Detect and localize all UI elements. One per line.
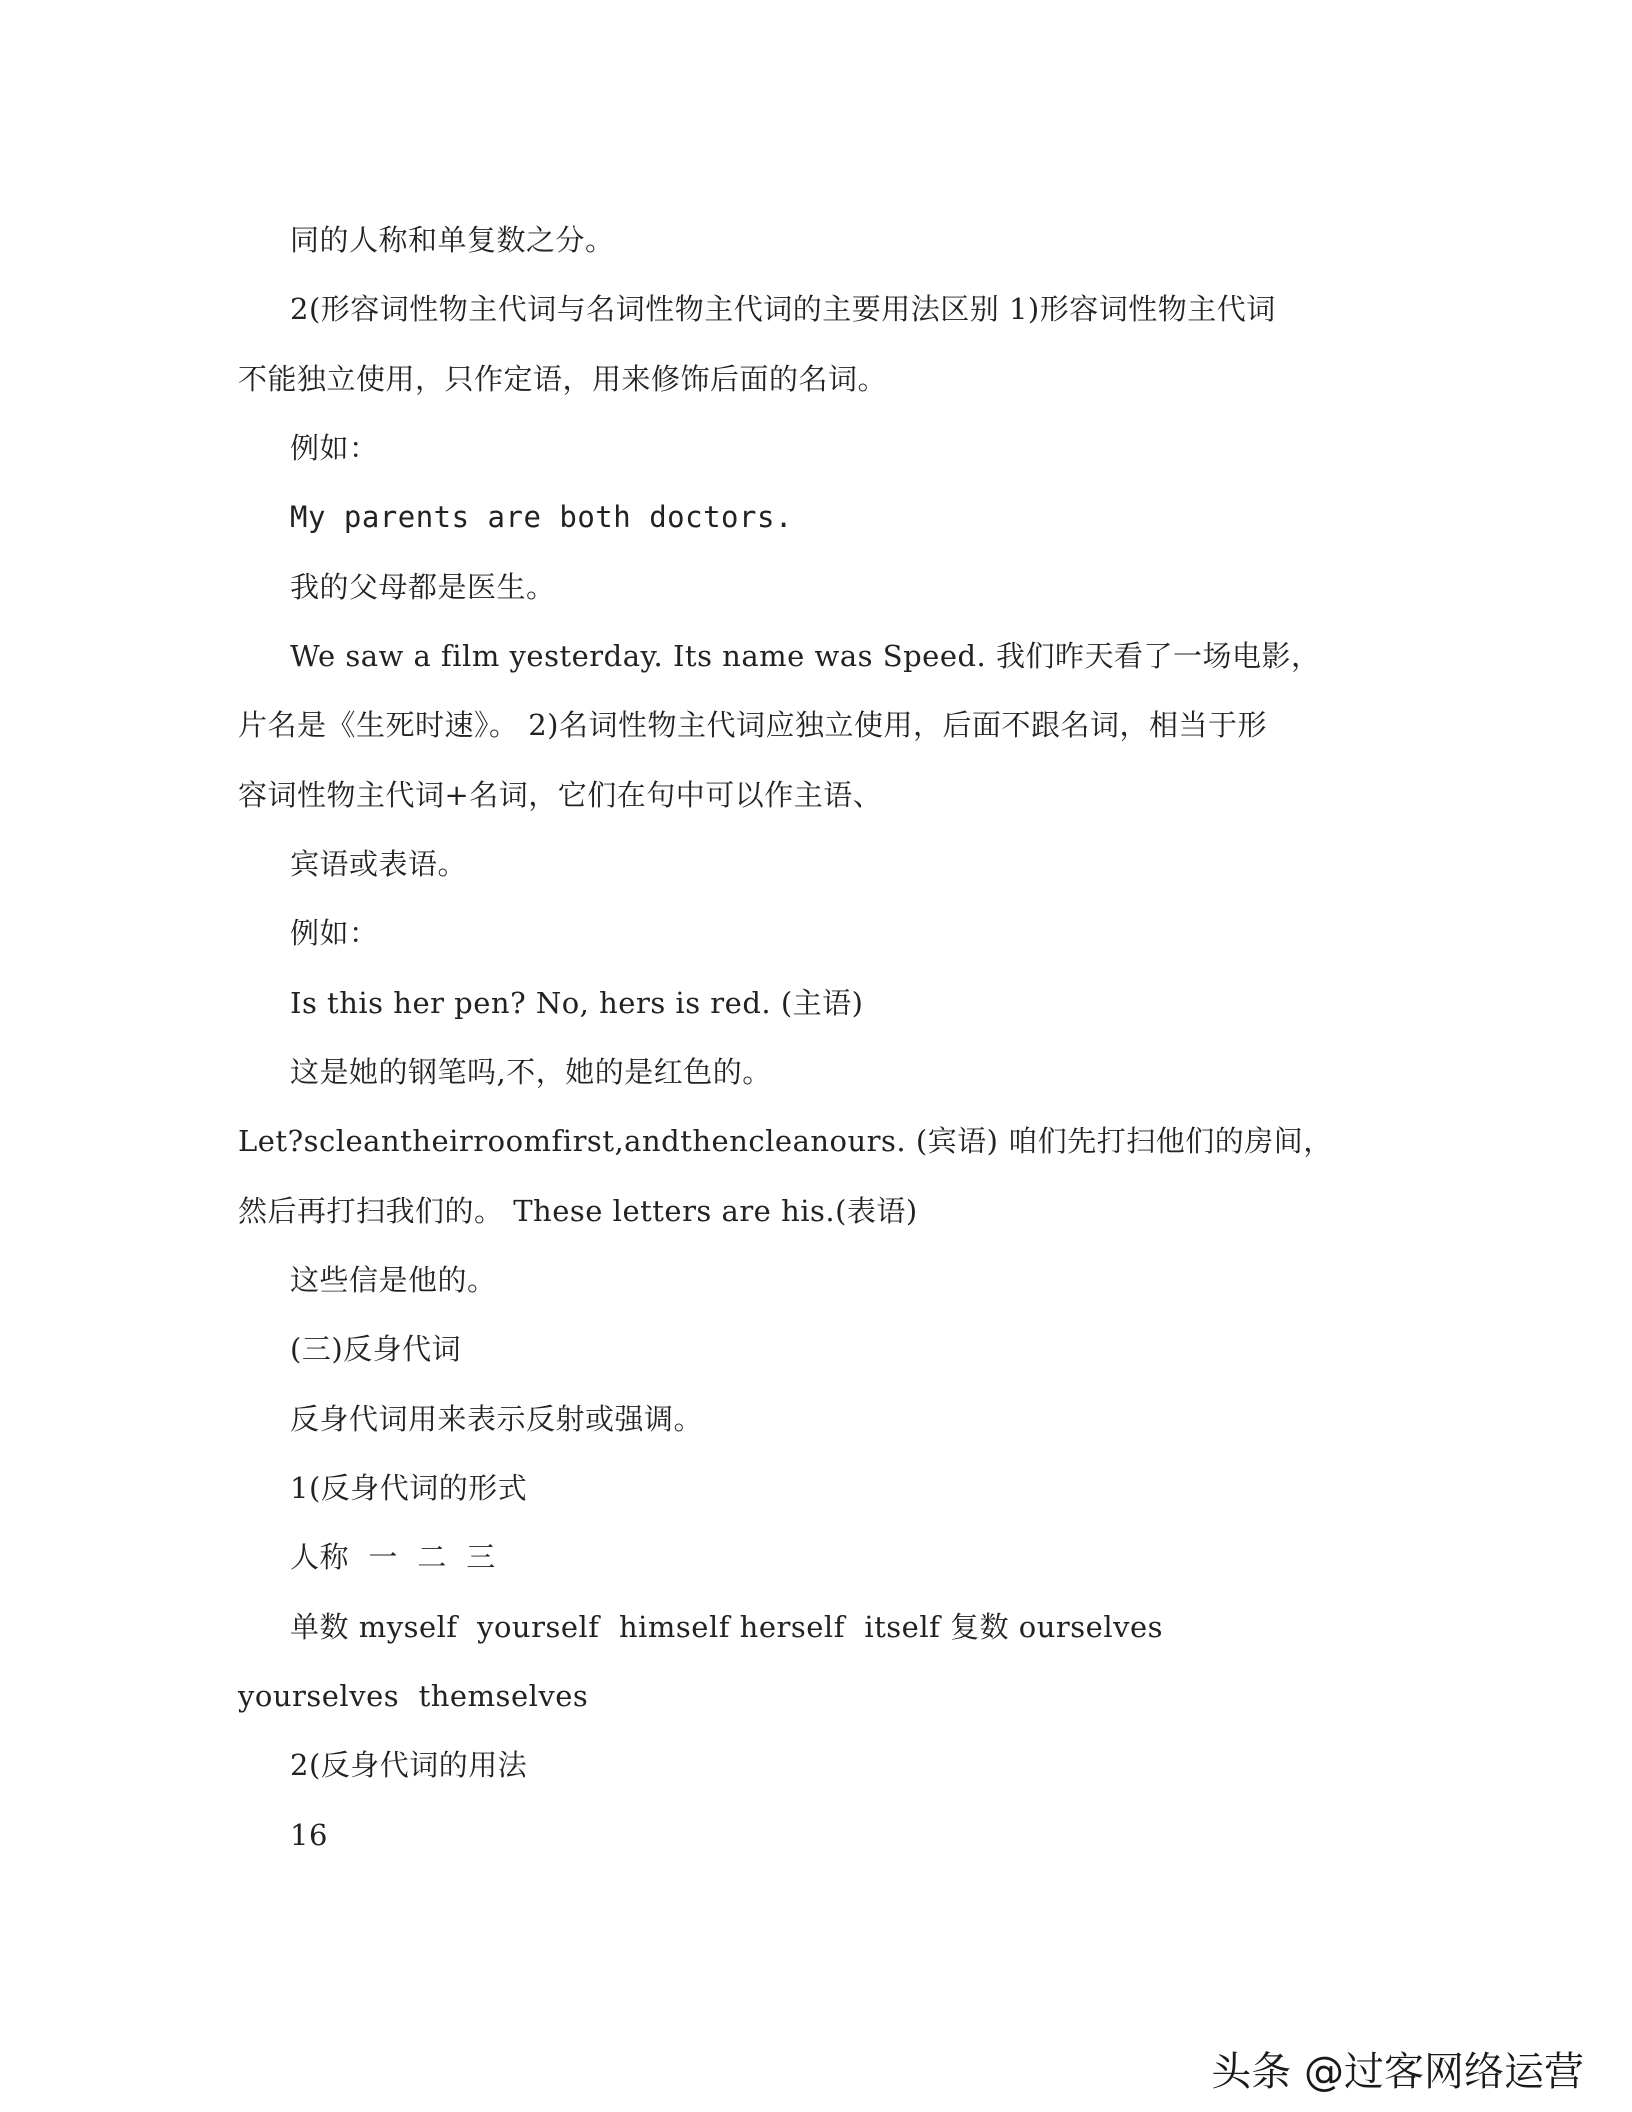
watermark-text: 头条 @过客网络运营: [1211, 2049, 1584, 2095]
text-line: My parents are both doctors.: [290, 500, 793, 534]
text-line: Let?scleantheirroomfirst,andthencleanours. (宾语) 咱们先打扫他们的房间，: [238, 1124, 1333, 1158]
section-heading: (三)反身代词: [290, 1332, 462, 1366]
text-line: yourselves themselves: [238, 1679, 589, 1713]
text-line: 不能独立使用，只作定语，用来修饰后面的名词。: [238, 362, 888, 396]
text-line: 同的人称和单复数之分。: [290, 223, 615, 257]
text-line: 反身代词用来表示反射或强调。: [290, 1402, 704, 1436]
text-line: 例如：: [290, 431, 379, 465]
page-number: 16: [290, 1818, 328, 1852]
text-line: 片名是《生死时速》。 2)名词性物主代词应独立使用，后面不跟名词，相当于形: [238, 708, 1267, 742]
text-line: We saw a film yesterday. Its name was Speed. 我们昨天看了一场电影，: [290, 639, 1321, 673]
text-line: Is this her pen? No, hers is red. (主语): [290, 986, 864, 1020]
text-line: 这些信是他的。: [290, 1263, 497, 1297]
text-line: 容词性物主代词+名词，它们在句中可以作主语、: [238, 778, 883, 812]
text-line: 宾语或表语。: [290, 847, 468, 881]
text-line: 人称 一 二 三: [290, 1540, 496, 1574]
text-line: 这是她的钢笔吗,不，她的是红色的。: [290, 1055, 772, 1089]
text-line: 然后再打扫我们的。 These letters are his.(表语): [238, 1194, 918, 1228]
text-line: 我的父母都是医生。: [290, 570, 556, 604]
text-line: 单数 myself yourself himself herself itself 复数 ourselves: [290, 1610, 1164, 1644]
text-line: 例如：: [290, 916, 379, 950]
text-line: 2(形容词性物主代词与名词性物主代词的主要用法区别 1)形容词性物主代词: [290, 292, 1276, 326]
text-line: 2(反身代词的用法: [290, 1748, 528, 1782]
text-line: 1(反身代词的形式: [290, 1471, 528, 1505]
